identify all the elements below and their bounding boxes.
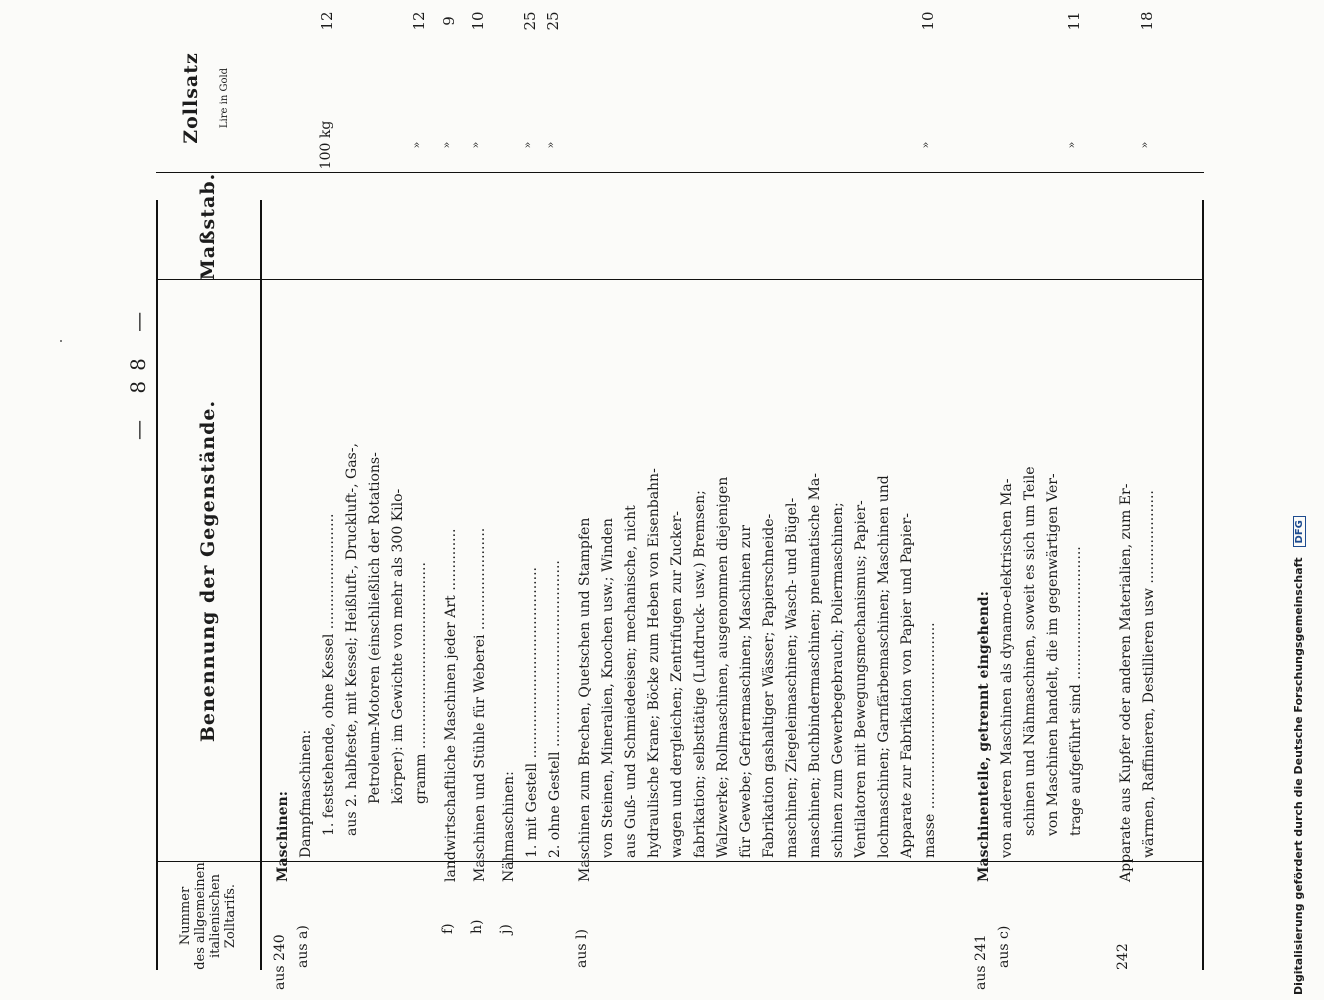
row-rate: 12 bbox=[318, 11, 336, 31]
row-description: fabrikation; selbsttätige (Luftdruck- usw.) Bremsen; bbox=[692, 490, 708, 858]
row-unit: » bbox=[440, 141, 453, 149]
row-rate: 25 bbox=[544, 11, 562, 31]
row-unit: 100 kg bbox=[318, 120, 334, 170]
row-rate: 18 bbox=[1138, 11, 1156, 31]
row-rate: 12 bbox=[410, 11, 428, 31]
row-description: wärmen, Raffinieren, Destillieren usw ..................... bbox=[1141, 490, 1157, 858]
row-description: wagen und dergleichen; Zentrifugen zur Zucker- bbox=[669, 510, 685, 858]
row-description: masse .......................................... bbox=[922, 622, 938, 858]
row-description: für Gewebe; Gefriermaschinen; Maschinen zur bbox=[738, 525, 754, 858]
row-description: landwirtschaftliche Maschinen jeder Art .............. bbox=[443, 528, 459, 882]
row-description: maschinen; Buchbindermaschinen; pneumatische Ma- bbox=[807, 472, 823, 858]
row-number: aus l) bbox=[574, 929, 590, 968]
row-number: aus a) bbox=[295, 925, 311, 968]
row-description: Fabrikation gashaltiger Wässer; Papierschneide- bbox=[761, 513, 777, 858]
row-description: Maschinen zum Brechen, Quetschen und Stampfen bbox=[577, 517, 593, 882]
row-number: 242 bbox=[1115, 943, 1131, 970]
tariff-page bbox=[138, 11, 1228, 1000]
header-number-line: italienischen bbox=[208, 873, 223, 959]
digitization-text: Digitalisierung gefördert durch die Deutsche Forschungsgemeinschaft bbox=[1292, 557, 1305, 995]
row-description: Walzwerke; Rollmaschinen, ausgenommen diejenigen bbox=[715, 476, 731, 858]
header-description: Benennung der Gegenstände. bbox=[196, 399, 219, 743]
row-description: 1. feststehende, ohne Kessel .......................... bbox=[321, 513, 337, 836]
row-description: schinen zum Gewerbegebrauch; Poliermaschinen; bbox=[830, 502, 846, 858]
row-number: aus 240 bbox=[272, 934, 288, 990]
row-description: trage aufgeführt sind .............................. bbox=[1068, 546, 1084, 836]
row-number: aus 241 bbox=[973, 934, 989, 990]
row-description: von anderen Maschinen als dynamo-elektrischen Ma- bbox=[999, 478, 1015, 858]
header-number-line: Zolltarifs. bbox=[223, 883, 238, 949]
row-unit: » bbox=[521, 141, 534, 149]
row-unit: » bbox=[469, 141, 482, 149]
row-description: lochmaschinen; Garnfärbemaschinen; Maschinen und bbox=[876, 475, 892, 858]
row-description: schinen und Nähmaschinen, soweit es sich um Teile bbox=[1022, 466, 1038, 836]
header-number-line: Nummer bbox=[178, 886, 193, 946]
header-number-line: des allgemeinen bbox=[193, 862, 208, 970]
row-description: von Steinen, Mineralien, Knochen usw.; Winden bbox=[600, 518, 616, 858]
row-unit: » bbox=[410, 141, 423, 149]
table-header-rule bbox=[260, 200, 262, 970]
row-description: Ventilatoren mit Bewegungsmechanismus; Papier- bbox=[853, 500, 869, 858]
header-unit bbox=[158, 173, 258, 280]
row-description: körper): im Gewichte von mehr als 300 Kilo- bbox=[390, 488, 406, 804]
row-rate: 10 bbox=[919, 11, 937, 31]
header-number bbox=[158, 862, 258, 970]
row-description: Dampfmaschinen: bbox=[298, 729, 314, 858]
row-rate: 10 bbox=[469, 11, 487, 31]
digitization-note bbox=[1292, 516, 1306, 995]
row-description: Apparate aus Kupfer oder anderen Materialien, zum Er- bbox=[1118, 483, 1134, 882]
row-number: h) bbox=[469, 919, 485, 934]
row-description: 2. ohne Gestell .......................................... bbox=[547, 560, 563, 858]
row-description: aus Guß- und Schmiedeeisen; mechanische, nicht bbox=[623, 505, 639, 858]
row-description: Nähmaschinen: bbox=[501, 771, 517, 882]
column-divider bbox=[156, 172, 1204, 173]
row-description: aus 2. halbfeste, mit Kessel; Heißluft-, Druckluft-, Gas-, bbox=[344, 443, 360, 836]
row-description: Maschinen und Stühle für Weberei ....................... bbox=[472, 527, 488, 882]
row-description: von Maschinen handelt, die im gegenwärtigen Ver- bbox=[1045, 473, 1061, 836]
header-rate-sub: Lire in Gold bbox=[219, 67, 230, 129]
row-description: Apparate zur Fabrikation von Papier und Papier- bbox=[899, 513, 915, 858]
table-bottom-rule bbox=[1202, 200, 1204, 970]
row-rate: 9 bbox=[440, 16, 458, 26]
row-description: gramm .......................................... bbox=[413, 562, 429, 804]
row-unit: » bbox=[1065, 141, 1078, 149]
row-description: maschinen; Ziegeleimaschinen; Wasch- und Bügel- bbox=[784, 497, 800, 858]
row-unit: » bbox=[544, 141, 557, 149]
row-description: Maschinenteile, getrennt eingehend: bbox=[976, 591, 992, 882]
row-unit: » bbox=[1138, 141, 1151, 149]
page-number: — 88 — bbox=[126, 301, 150, 440]
row-rate: 11 bbox=[1065, 11, 1083, 31]
header-unit-label: Maßstab. bbox=[196, 172, 219, 281]
header-rate-label: Zollsatz bbox=[180, 52, 202, 144]
header-rate bbox=[158, 23, 258, 173]
row-number: f) bbox=[440, 923, 456, 934]
row-description: Maschinen: bbox=[275, 791, 291, 882]
scan-speck bbox=[60, 340, 62, 342]
row-number: j) bbox=[498, 924, 514, 934]
row-rate: 25 bbox=[521, 11, 539, 31]
row-unit: » bbox=[919, 141, 932, 149]
row-description: 1. mit Gestell ........................................... bbox=[524, 567, 540, 858]
dfg-logo: DFG bbox=[1293, 516, 1306, 547]
row-description: Petroleum-Motoren (einschließlich der Rotations- bbox=[367, 452, 383, 804]
row-number: aus c) bbox=[996, 925, 1012, 968]
row-description: hydraulische Krane; Böcke zum Heben von Eisenbahn- bbox=[646, 468, 662, 858]
